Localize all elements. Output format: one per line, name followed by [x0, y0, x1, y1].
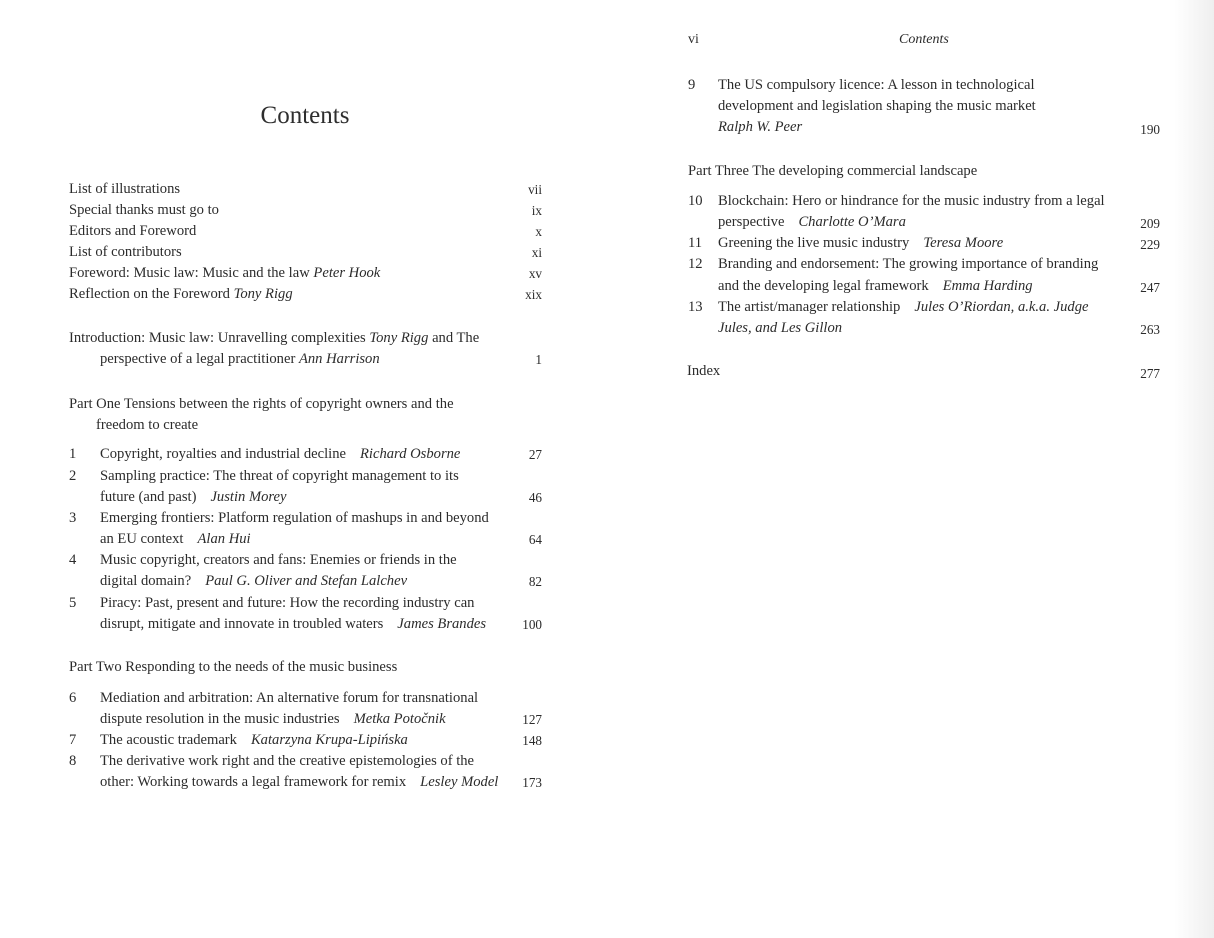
page-number: 173 — [522, 775, 542, 790]
toc-entry-chapter-3[interactable]: Emerging frontiers: Platform regulation of mashups in and beyond — [100, 510, 489, 526]
page-number: 1 — [535, 352, 542, 367]
toc-entry-reflection[interactable] — [69, 284, 293, 305]
toc-entry-chapter-11[interactable] — [718, 233, 1003, 254]
entry-author: James Brandes — [397, 616, 487, 632]
entry-title: perspective — [718, 214, 785, 230]
part-one-heading-cont: freedom to create — [96, 417, 199, 433]
entry-title: an EU context — [100, 531, 184, 547]
toc-entry-chapter-1[interactable] — [100, 444, 460, 465]
chapter-number: 9 — [688, 77, 696, 93]
toc-entry-index[interactable]: Index — [687, 363, 721, 379]
page-number: 263 — [1140, 322, 1160, 337]
entry-author: Paul G. Oliver and Stefan Lalchev — [205, 573, 408, 589]
entry-title: other: Working towards a legal framework for remix — [100, 774, 407, 790]
entry-title: Reflection on the Foreword — [69, 286, 230, 302]
toc-entry-chapter-6-cont[interactable] — [100, 709, 446, 730]
toc-entry-chapter-5-cont[interactable] — [100, 614, 486, 635]
page-number: 100 — [522, 617, 542, 632]
toc-entry-chapter-8[interactable]: The derivative work right and the creative epistemologies of the — [100, 753, 475, 769]
page-number: 277 — [1140, 366, 1160, 381]
entry-title: Introduction: Music law: Unravelling complexities — [69, 330, 366, 346]
part-two-heading: Part Two Responding to the needs of the music business — [69, 659, 398, 675]
toc-entry-chapter-2-cont[interactable] — [100, 487, 287, 508]
entry-title: future (and past) — [100, 489, 197, 505]
toc-entry-chapter-2[interactable]: Sampling practice: The threat of copyright management to its — [100, 468, 459, 484]
toc-entry-foreword[interactable] — [69, 263, 380, 284]
toc-entry-introduction-cont[interactable] — [100, 349, 380, 370]
entry-title: Foreword: Music law: Music and the law — [69, 265, 310, 281]
chapter-number: 8 — [69, 753, 77, 769]
chapter-number: 4 — [69, 552, 77, 568]
left-page — [0, 0, 600, 938]
entry-author: Lesley Model — [420, 774, 499, 790]
entry-title: dispute resolution in the music industries — [100, 711, 340, 727]
toc-entry-thanks[interactable]: Special thanks must go to — [69, 202, 219, 218]
toc-entry-introduction[interactable] — [69, 328, 479, 349]
page-number: 64 — [528, 532, 542, 547]
page-number: 46 — [528, 490, 542, 505]
page-number: 209 — [1140, 216, 1160, 231]
page-number: x — [535, 224, 542, 239]
entry-title: The acoustic trademark — [100, 732, 237, 748]
page-number: 127 — [522, 712, 542, 727]
toc-entry-chapter-7[interactable] — [100, 730, 408, 751]
toc-entry-contributors[interactable]: List of contributors — [69, 244, 182, 260]
entry-title: Copyright, royalties and industrial decline — [100, 446, 347, 462]
toc-entry-chapter-10-cont[interactable] — [718, 212, 906, 233]
chapter-number: 13 — [688, 299, 703, 315]
page-number: vii — [528, 182, 542, 197]
entry-title: digital domain? — [100, 573, 192, 589]
page-number: 82 — [528, 574, 542, 589]
right-page — [607, 0, 1214, 938]
chapter-number: 12 — [688, 256, 703, 272]
entry-author: Tony Rigg — [233, 286, 293, 302]
toc-entry-chapter-4-cont[interactable] — [100, 571, 407, 592]
chapter-number: 7 — [69, 732, 77, 748]
entry-author: Metka Potočnik — [353, 711, 446, 727]
chapter-number: 2 — [69, 468, 77, 484]
entry-author: Justin Morey — [210, 489, 287, 505]
chapter-number: 6 — [69, 690, 77, 706]
entry-author[interactable]: Ralph W. Peer — [718, 119, 803, 135]
entry-author: Ann Harrison — [298, 351, 380, 367]
page-number: 247 — [1140, 280, 1160, 295]
running-head-page-number: vi — [688, 32, 699, 47]
entry-title: and the developing legal framework — [718, 278, 929, 294]
entry-author: Teresa Moore — [923, 235, 1004, 251]
chapter-number: 1 — [69, 446, 77, 462]
toc-entry-chapter-9[interactable]: The US compulsory licence: A lesson in technological — [718, 77, 1035, 93]
running-head-title: Contents — [899, 32, 949, 47]
toc-entry-chapter-8-cont[interactable] — [100, 772, 498, 793]
page-number: 190 — [1140, 122, 1160, 137]
toc-entry-chapter-12[interactable]: Branding and endorsement: The growing importance of branding — [718, 256, 1099, 272]
entry-title: perspective of a legal practitioner — [100, 351, 296, 367]
toc-entry-editors[interactable]: Editors and Foreword — [69, 223, 197, 239]
entry-author: Katarzyna Krupa-Lipińska — [250, 732, 408, 748]
page-number: 229 — [1140, 237, 1160, 252]
page-number: 148 — [522, 733, 542, 748]
toc-entry-chapter-10[interactable]: Blockchain: Hero or hindrance for the music industry from a legal — [718, 193, 1105, 209]
entry-title: Greening the live music industry — [718, 235, 910, 251]
chapter-number: 11 — [688, 235, 703, 251]
toc-entry-chapter-12-cont[interactable] — [718, 276, 1033, 297]
entry-author-cont[interactable]: Jules, and Les Gillon — [718, 320, 843, 336]
entry-title: The artist/manager relationship — [718, 299, 901, 315]
toc-entry-chapter-3-cont[interactable] — [100, 529, 251, 550]
entry-author: Peter Hook — [313, 265, 381, 281]
chapter-number: 5 — [69, 595, 77, 611]
entry-author: Alan Hui — [197, 531, 251, 547]
page-number: 27 — [528, 447, 542, 462]
part-three-heading: Part Three The developing commercial landscape — [688, 163, 978, 179]
toc-entry-chapter-5[interactable]: Piracy: Past, present and future: How the recording industry can — [100, 595, 475, 611]
page-number: xi — [531, 245, 542, 260]
page-title: Contents — [260, 102, 350, 129]
entry-author: Charlotte O’Mara — [798, 214, 906, 230]
entry-author: Richard Osborne — [360, 446, 461, 462]
page-number: xix — [525, 287, 542, 302]
chapter-number: 3 — [69, 510, 77, 526]
page-number: xv — [528, 266, 542, 281]
entry-author: Jules O’Riordan, a.k.a. Judge — [914, 299, 1089, 315]
toc-entry-chapter-6[interactable]: Mediation and arbitration: An alternative forum for transnational — [100, 690, 479, 706]
toc-entry-chapter-9-cont[interactable]: development and legislation shaping the music market — [718, 98, 1036, 114]
page-number: ix — [531, 203, 542, 218]
entry-title-tail: and The — [432, 330, 480, 346]
chapter-number: 10 — [688, 193, 703, 209]
toc-entry-chapter-13[interactable] — [718, 297, 1089, 318]
toc-entry-chapter-4[interactable]: Music copyright, creators and fans: Enemies or friends in the — [100, 552, 457, 568]
part-one-heading: Part One Tensions between the rights of copyright owners and the — [69, 396, 454, 412]
entry-author: Tony Rigg — [369, 330, 429, 346]
entry-author: Emma Harding — [942, 278, 1033, 294]
entry-title: disrupt, mitigate and innovate in troubled waters — [100, 616, 384, 632]
toc-entry-illustrations[interactable]: List of illustrations — [69, 181, 181, 197]
